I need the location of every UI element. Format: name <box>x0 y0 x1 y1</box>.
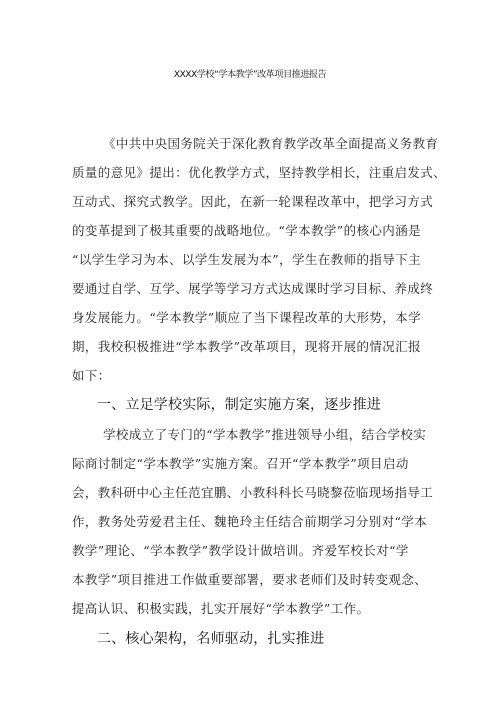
section1-line: 作，教务处劳爱君主任、魏艳玲主任结合前期学习分别对“学本 <box>72 514 428 529</box>
section1-line: 本教学”项目推进工作做重要部署，要求老师们及时转变观念、 <box>72 572 428 587</box>
intro-line: 的变革提到了极其重要的战略地位。“学本教学”的核心内涵是 <box>72 223 421 238</box>
intro-line: 《中共中央国务院关于深化教育教学改革全面提高义务教育 <box>103 136 439 151</box>
section-heading-1: 一、立足学校实际，制定实施方案，逐步推进 <box>97 397 381 413</box>
section1-line: 际商讨制定“学本教学”实施方案。召开“学本教学”项目启动 <box>72 456 409 471</box>
section1-line: 会，教科研中心主任范宜鹏、小教科科长马晓黎莅临现场指导工 <box>72 485 434 500</box>
intro-line: 互动式、探究式教学。因此，在新一轮课程改革中，把学习方式 <box>72 194 434 209</box>
section-heading-2: 二、核心架构，名师驱动，扎实推进 <box>97 631 325 647</box>
section1-line: 学校成立了专门的“学本教学”推进领导小组，结合学校实 <box>103 427 427 442</box>
section1-line: 教学”理论、“学本教学”教学设计做培训。齐爱军校长对“学 <box>72 543 409 558</box>
intro-line: 要通过自学、互学、展学等学习方式达成课时学习目标、养成终 <box>72 281 434 296</box>
page-title: XXXX学校“学本教学”改革项目推进报告 <box>173 69 327 80</box>
intro-line: 如下： <box>72 368 111 383</box>
section1-line: 提高认识、积极实践，扎实开展好“学本教学”工作。 <box>72 601 370 616</box>
intro-line: 质量的意见》提出：优化教学方式，坚持教学相长，注重启发式、 <box>72 165 447 180</box>
intro-line: 期，我校积极推进“学本教学”改革项目，现将开展的情况汇报 <box>72 339 421 354</box>
intro-line: 身发展能力。“学本教学”顺应了当下课程改革的大形势，本学 <box>72 310 421 325</box>
intro-line: “以学生学习为本、以学生发展为本”，学生在教师的指导下主 <box>72 252 421 267</box>
